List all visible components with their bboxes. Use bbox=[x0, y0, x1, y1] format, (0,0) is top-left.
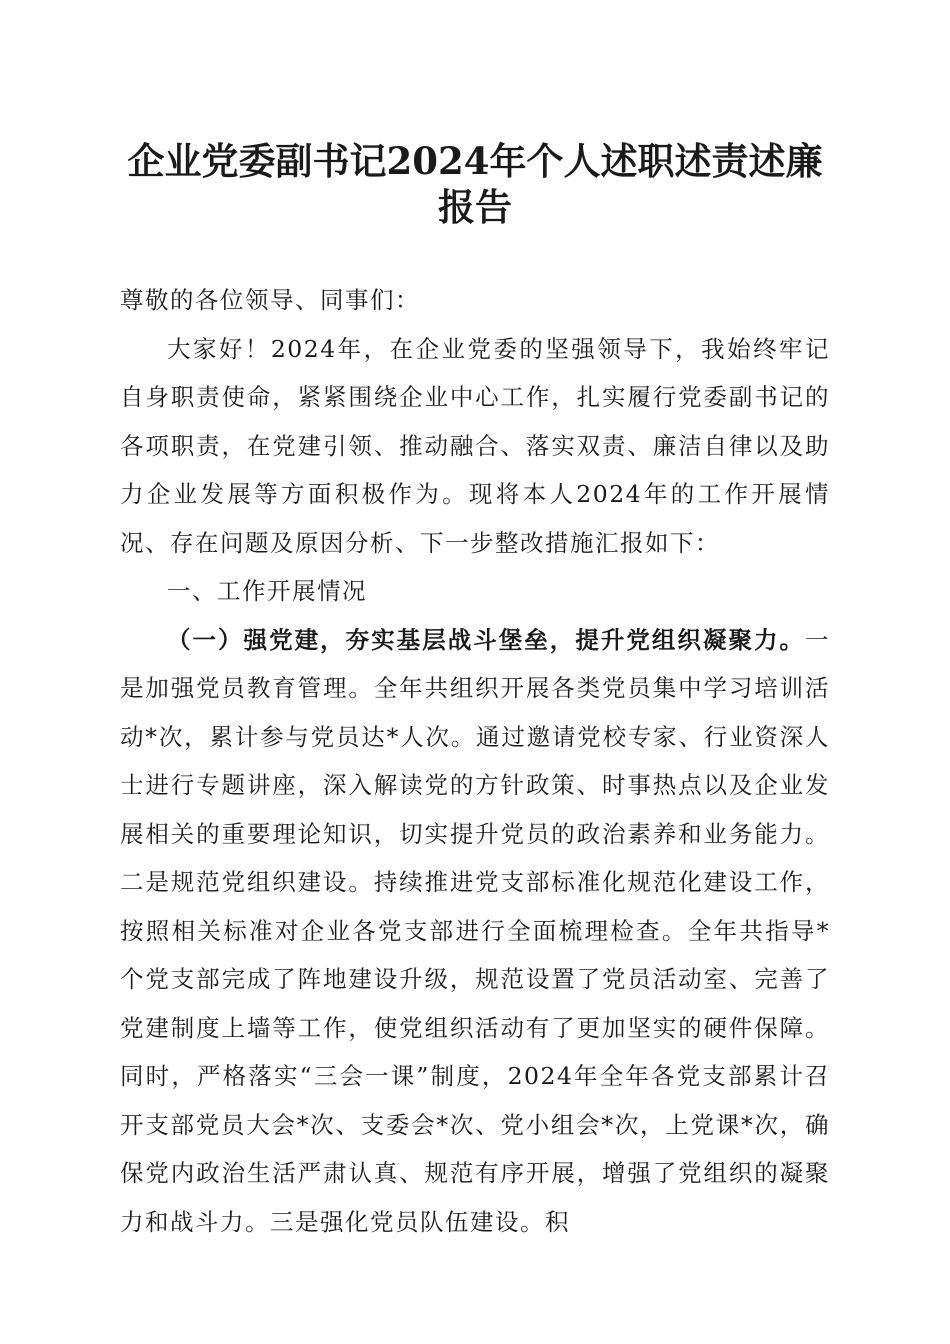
subsection-body: 一是加强党员教育管理。全年共组织开展各类党员集中学习培训活动*次，累计参与党员达*人次。通过邀请党校专家、行业资深人士进行专题讲座，深入解读党的方针政策、时事热点以及企业发展相关的重要理论知识，切实提升党员的政治素养和业务能力。二是规范党组织建设。持续推进党支部标准化规范化建设工作，按照相关标准对企业各党支部进行全面梳理检查。全年共指导*个党支部完成了阵地建设升级，规范设置了党员活动室、完善了党建制度上墙等工作，使党组织活动有了更加坚实的硬件保障。同时，严格落实“三会一课”制度，2024年全年各党支部累计召开支部党员大会*次、支委会*次、党小组会*次，上党课*次，确保党内政治生活严肃认真、规范有序开展，增强了党组织的凝聚力和战斗力。三是强化党员队伍建设。积 bbox=[120, 625, 830, 1236]
subsection-heading: （一）强党建，夯实基层战斗堡垒，提升党组织凝聚力。 bbox=[167, 625, 805, 654]
section-heading: 一、工作开展情况 bbox=[167, 577, 367, 605]
intro-paragraph: 大家好！2024年，在企业党委的坚强领导下，我始终牢记自身职责使命，紧紧围绕企业中心工作，扎实履行党委副书记的各项职责，在党建引领、推动融合、落实双责、廉洁自律以及助力企业发展等方面积极作为。现将本人2024年的工作开展情况、存在问题及原因分析、下一步整改措施汇报如下： bbox=[120, 334, 830, 557]
document-body bbox=[120, 276, 830, 1246]
salutation: 尊敬的各位领导、同事们： bbox=[120, 286, 420, 314]
document-title: 企业党委副书记2024年个人述职述责述廉报告 bbox=[127, 139, 823, 229]
subsection-paragraph bbox=[120, 616, 830, 1247]
